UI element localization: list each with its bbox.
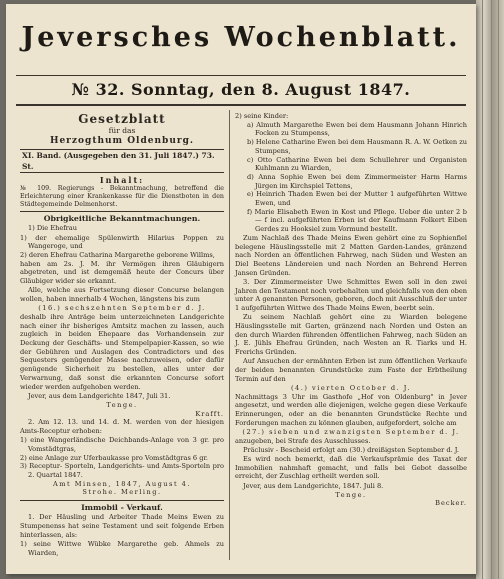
heir-a: a) Almuth Margarethe Ewen bei dem Hausmann Johann Hinrich Focken zu Stumpenss, [247,120,467,138]
estate-2-text: Zu seinem Nachlaß gehört eine zu Wiarden belegene Häuslingsstelle mit Garten, gränzend nach Norden und Osten an den durch Wiarden führenden öffentlichen Fahrweg, nach Süden an J. E. Jühls Ehefrau Gründen, nach Westen an R. Tiarks und H. Frerichs Gründen. [235,313,467,356]
gesetzblatt-title: Gesetzblatt [78,112,166,126]
right-sign: Jever, aus dem Landgerichte, 1847. Juli 8. [243,481,384,490]
estate-2-intro: 3. Der Zimmermeister Uwe Schmittes Ewen soll in den zwei Jahren den Testament noch vorbehalten und gleichfalls von den oben unter A genannten Personen, geboren, doch mit Ausschluß der unter 1 aufgeführten Wittwe des Thade Meins Ewen, beerbt sein. [235,277,467,312]
column-divider [229,110,230,560]
notice-1-intro: 1) Die Ehefrau [28,224,77,233]
left-column [20,112,224,557]
sale-notice-text: Nachmittags 3 Uhr im Gasthofe „Hof von Oldenburg" in Jever angesetzt, und werden alle diejenigen, welche gegen diese Verkaufe Erinnerungen, oder an die benannten Grundstücke Rechte und Forderungen machen zu können glauben, aufgefordert, solche am [235,392,467,427]
immobil-item-1: 1) seine Wittwe Wübke Margarethe geb. Ahmels zu Wiarden, [20,539,224,557]
notice-1-deadline: (16.) sechszehnten September d. J. [38,304,206,313]
right-signer-1: Tenge. [335,490,367,499]
notice-1-text-d: Alle, welche aus Fortsetzung dieser Concurse belangen wollen, haben innerhalb 4 Wochen, längstens bis zum [20,286,224,304]
gesetzblatt-name: Herzogthum Oldenburg. [49,136,195,146]
official-section-title: Obrigkeitliche Bekanntmachungen. [20,211,224,224]
notice-2-signers: Strohe. Merling. [82,488,162,497]
immobil-section-title: Immobil - Verkauf. [20,500,224,513]
heir-c: c) Otto Catharine Ewen bei dem Schullehrer und Organisten Kuhlmann zu Wiarden, [247,155,467,173]
notice-1-party-b: 2) deren Ehefrau Catharina Margarethe geborene Willms, [20,251,215,259]
heir-e: e) Heinrich Thaden Ewen bei der Mutter 1 aufgeführten Wittwe Ewen, und [247,190,467,208]
gesetzblatt-text: № 109. Regierungs - Bekanntmachung, betreffend die Erleichterung einer Krankenkasse für die Dienstboten in den Städtegemeinde Delmenhorst. [20,185,224,208]
notice-2-intro: 2. Am 12. 13. und 14. d. M. werden von der hiesigen Amts-Receptur erhoben: [20,418,224,436]
estate-1-text: Zum Nachlaß des Thade Meins Ewen gehört eine zu Sophienfiel belegene Häuslingsstelle mit 2 Matten Garden-Landes, gränzend nach Norden an öffentlichen Fahrweg, nach Süden und Westen an Diel Beetens Ländereien und nach Norden an Behrend Herren Jansen Gründen. [235,233,467,277]
masthead-title: Jeversches Wochenblatt. [21,22,461,53]
notice-1-sign: Jever, aus dem Landgerichte 1847, Juli 31. [28,391,171,400]
notice-1-party-a: 1) der ehemalige Spülenwirth Hilarius Poppen zu Wangeroge, und [20,233,224,251]
heir-d: d) Anna Sophie Ewen bei dem Zimmermeister Harm Harms Jürgen im Kirchspiel Tettens, [247,172,467,190]
notice-1-text-e: deshalb ihre Anträge beim unterzeichneten Landgerichte nach einer ihr bisheriges Amtsitz machen zu lassen, auch zugleich in beiden Ehepaare das Vorhandensein zur Deckung der Geschäfts- und Stempelpapier-Kassen, so wie der Gebühren und Auslagen des Contradictors und des Sequesters genügender Masse nachzuweisen, oder dafür genügende Sicherheit zu bestellen, alles unter der Verwarnung, daß sonst die erkannten Concurse sofort wieder werden aufgehoben werden. [20,312,224,391]
book-spine [476,0,504,579]
gesetzblatt-for: für das [108,126,136,135]
notice-2-item-3: 3) Receptur- Sporteln, Landgerichts- und Amts-Sporteln pro 2. Quartal 1847. [20,462,224,480]
notice-2-sign: Amt Minsen, 1847, August 4. [53,479,191,488]
sale-date-1: (4.) vierten October d. J. [290,383,412,392]
heir-b: b) Helene Catharine Ewen bei dem Hausmann R. A. W. Oetken zu Stumpens, [247,138,467,155]
notice-1-signer: Tenge. [106,400,138,409]
notice-1-krafft: Krafft. [195,409,224,418]
notice-1-text-c: haben am 2s. J. M. ihr Vermögen ihren Gläubigern abgetreten, und ist demgemäß heute der Concurs über Gläubiger wider sie erkannt. [20,259,224,286]
preclusive-notice: Präclusiv - Bescheid erfolgt am (30.) dreißigsten September d. J. [243,445,460,454]
issue-line [18,80,464,99]
right-signer-2: Becker. [435,499,467,508]
issue-date: Sonntag, den 8. August 1847. [131,80,411,99]
heir-f: f) Marie Elisabeth Ewen in Kost und Pflege. Ueber die unter 2 b — f incl. aufgeführten Erben ist der Kaufmann Folkert Eiben Gerdes zu Hooksiel zum Vormund bestellt. [247,207,467,234]
masthead-rule [16,75,466,76]
newspaper-page [6,4,476,574]
sale-penalty: anzugeben, bei Strafe des Ausschlusses. [235,436,371,445]
issue-number: № 32. [71,80,125,99]
closing-notice: Es wird noch bemerkt, daß die Verkaufsprämie des Taxat der Immobilien nahmhaft gemacht, und falls bei Gebot dasselbe erreicht, der Zuschlag ertheilt werden soll. [235,454,467,481]
notice-2-item-1: 1) eine Wangerländische Deichbands-Anlage von 3 gr. pro Vomstädtgras, [20,436,224,453]
gesetzblatt-inhalt: Inhalt: [99,175,145,185]
issue-rule [16,104,466,106]
sale-notice: Auf Ansuchen der ermähnten Erben ist zum öffentlichen Verkaufe der beiden benannten Grundstücke zum Faste der Erbtheilung Termin auf den [235,357,467,383]
right-column [235,112,467,508]
notice-2-item-2: 2) eine Anlage zur Uferbaukasse pro Vomstädtgras 6 gr. [20,453,208,462]
heirs-kinder: 2) seine Kinder: [235,112,289,120]
sale-date-2: (27.) sieben und zwanzigsten September d. J. [242,427,460,436]
immobil-text: 1. Der Häusling und Arbeiter Thade Meins Ewen zu Stumpenenss hat seine Testament und seit folgende Erben hinterlassen, als: [20,513,224,539]
gesetzblatt-band: XI. Band. (Ausgegeben den 31. Juli 1847.) 73. St. [20,149,224,173]
